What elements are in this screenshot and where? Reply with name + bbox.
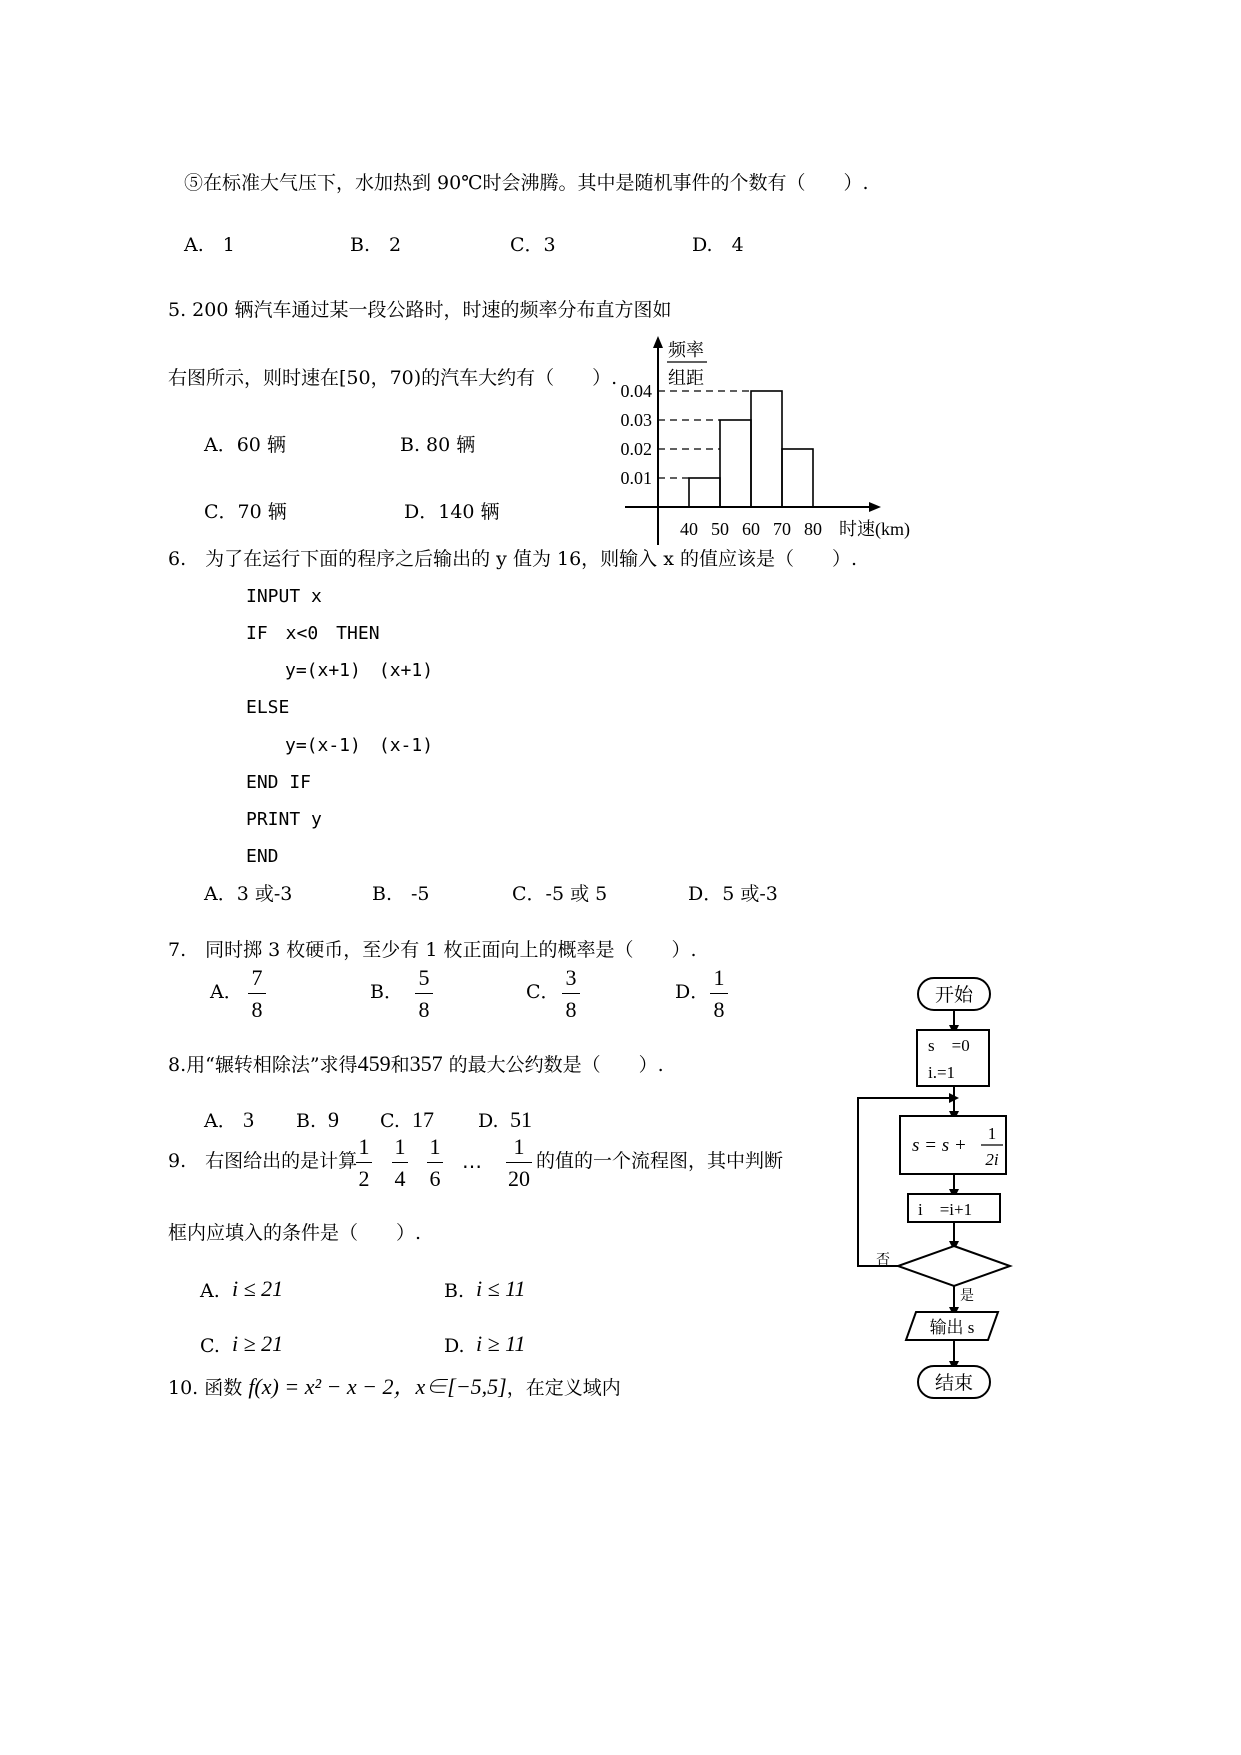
y-tick-label: 0.01 — [620, 468, 652, 488]
code-line-3: y=(x+1) (x+1) — [285, 660, 434, 681]
x-tick-label: 60 — [742, 519, 760, 539]
fraction-denominator: 4 — [394, 1166, 406, 1191]
code-line-7: PRINT y — [246, 809, 322, 830]
q9-fraction-4 — [506, 1136, 532, 1190]
x-axis-arrow — [869, 502, 881, 512]
q7-option-a-label: A． — [210, 981, 243, 1003]
q9-stem-end: 的值的一个流程图，其中判断 — [536, 1150, 784, 1172]
q8-option-c-label: C. — [380, 1110, 400, 1132]
histogram-bar — [689, 478, 720, 507]
x-tick-label: 80 — [804, 519, 822, 539]
q9-option-a-label: A. — [200, 1280, 220, 1302]
q8-stem — [168, 1053, 664, 1075]
q4-option-a: A. 1 — [184, 234, 235, 256]
q5-option-a: A．60 辆 — [204, 434, 286, 456]
q9-stem-start: 9. 右图给出的是计算 — [168, 1150, 358, 1172]
q4-option-c: C．3 — [510, 234, 556, 256]
fraction-numerator: 5 — [418, 965, 430, 990]
q9-option-b-value: i ≤ 11 — [476, 1276, 526, 1301]
q8-stem-end: 的最大公约数是（ ）. — [448, 1054, 664, 1076]
fraction-denominator: 2 — [358, 1166, 370, 1191]
q8-option-d-value: 51 — [510, 1107, 532, 1132]
q9-option-c-value: i ≥ 21 — [232, 1331, 284, 1356]
q8-option-d-label: D. — [478, 1110, 499, 1132]
q4-option-b: B. 2 — [350, 234, 402, 256]
q9-fraction-3 — [427, 1136, 443, 1190]
histogram-bar — [782, 449, 813, 507]
flow-increment-label: i =i+1 — [918, 1200, 973, 1219]
fraction-denominator: 6 — [429, 1166, 441, 1191]
fraction-numerator: 1 — [513, 1134, 525, 1159]
flow-sum-denominator: 2i — [985, 1150, 999, 1169]
flow-no-label: 否 — [876, 1253, 890, 1268]
q6-option-b: B. -5 — [372, 883, 430, 905]
q4-statement-5: ⑤在标准大气压下，水加热到 90℃时会沸腾。其中是随机事件的个数有（ ）. — [184, 172, 869, 194]
code-line-8: END — [246, 846, 279, 867]
x-tick-label: 70 — [773, 519, 791, 539]
q5-option-b: B. 80 辆 — [400, 434, 476, 456]
y-label-denominator: 组距 — [668, 368, 704, 388]
fraction-denominator: 8 — [418, 997, 430, 1022]
q9-option-a-value: i ≤ 21 — [232, 1276, 284, 1301]
fraction-denominator: 8 — [251, 997, 263, 1022]
code-line-2: IF x<0 THEN — [246, 623, 380, 644]
code-line-1: INPUT x — [246, 586, 322, 607]
flow-decision-diamond — [898, 1246, 1010, 1286]
q6-option-a: A．3 或-3 — [204, 883, 293, 905]
q8-option-c-value: 17 — [412, 1107, 434, 1132]
y-label-numerator: 频率 — [668, 340, 704, 360]
flow-end-label: 结束 — [934, 1373, 974, 1394]
flow-sum-lhs: s = s + — [912, 1135, 967, 1156]
code-line-6: END IF — [246, 772, 312, 793]
q5-option-d: D．140 辆 — [404, 501, 500, 523]
q10-stem — [168, 1376, 621, 1398]
q7-stem: 7. 同时掷 3 枚硬币，至少有 1 枚正面向上的概率是（ ）. — [168, 939, 697, 961]
q9-option-c-label: C. — [200, 1335, 220, 1357]
q9-fraction-1 — [356, 1136, 372, 1190]
fraction-numerator: 1 — [713, 965, 725, 990]
q5-stem-line2: 右图所示，则时速在[50，70)的汽车大约有（ ）. — [168, 367, 618, 389]
q9-option-b-label: B. — [444, 1280, 465, 1302]
histogram-bar — [751, 391, 782, 507]
q10-prefix: 10. 函数 — [168, 1377, 243, 1399]
q8-number-2: 357 — [409, 1051, 443, 1076]
q5-option-c: C．70 辆 — [204, 501, 287, 523]
flow-output-label: 输出 s — [929, 1318, 975, 1337]
fraction-numerator: 1 — [358, 1134, 370, 1159]
y-tick-label: 0.02 — [620, 439, 652, 459]
q8-number-1: 459 — [357, 1051, 391, 1076]
fraction-numerator: 1 — [394, 1134, 406, 1159]
q8-option-b-value: 9 — [328, 1107, 339, 1132]
fraction-denominator: 20 — [508, 1166, 530, 1191]
q9-option-d-value: i ≥ 11 — [476, 1331, 526, 1356]
flow-sum-numerator: 1 — [987, 1124, 997, 1143]
q7-option-b-fraction — [415, 967, 433, 1021]
x-axis-label: 时速(km) — [839, 519, 910, 539]
flowchart — [850, 970, 1040, 1410]
x-tick-label: 40 — [680, 519, 698, 539]
code-line-4: ELSE — [246, 697, 290, 718]
q8-option-b-label: B. — [296, 1110, 317, 1132]
q8-stem-start: 8.用“辗转相除法”求得 — [168, 1054, 358, 1076]
q9-fraction-2 — [392, 1136, 408, 1190]
flow-start-label: 开始 — [934, 985, 974, 1006]
histogram-bar — [720, 420, 751, 507]
q4-option-d: D. 4 — [692, 234, 744, 256]
fraction-numerator: 1 — [429, 1134, 441, 1159]
q8-stem-mid: 和 — [390, 1054, 410, 1076]
q5-stem-line1: 5. 200 辆汽车通过某一段公路时，时速的频率分布直方图如 — [168, 299, 672, 321]
q7-option-d-label: D． — [675, 981, 710, 1003]
y-tick-label: 0.03 — [620, 410, 652, 430]
fraction-numerator: 7 — [251, 965, 263, 990]
q9-option-d-label: D. — [444, 1335, 465, 1357]
fraction-denominator: 8 — [565, 997, 577, 1022]
q10-function: f(x) = x² − x − 2，x∈[−5,5] — [248, 1374, 507, 1399]
q7-option-c-label: C． — [526, 981, 560, 1003]
q9-stem-line2: 框内应填入的条件是（ ）. — [168, 1222, 422, 1244]
code-line-5: y=(x-1) (x-1) — [285, 735, 434, 756]
q6-option-c: C．-5 或 5 — [512, 883, 608, 905]
q7-option-c-fraction — [562, 967, 580, 1021]
q8-option-a-label: A． — [204, 1110, 237, 1132]
y-tick-label: 0.04 — [620, 381, 652, 401]
frequency-histogram — [615, 330, 925, 550]
q7-option-b-label: B． — [370, 981, 403, 1003]
q10-suffix: ，在定义域内 — [506, 1377, 621, 1399]
flow-init-i: i.=1 — [928, 1063, 956, 1082]
y-axis-arrow — [653, 336, 663, 348]
flow-yes-label: 是 — [960, 1289, 974, 1304]
fraction-numerator: 3 — [565, 965, 577, 990]
q8-option-a-value: 3 — [243, 1107, 254, 1132]
q7-option-a-fraction — [248, 967, 266, 1021]
q7-option-d-fraction — [710, 967, 728, 1021]
q6-stem: 6. 为了在运行下面的程序之后输出的 y 值为 16，则输入 x 的值应该是（ ）. — [168, 548, 857, 570]
fraction-denominator: 8 — [713, 997, 725, 1022]
flow-init-s: s =0 — [928, 1036, 970, 1055]
q6-option-d: D．5 或-3 — [688, 883, 778, 905]
q9-ellipsis: ⋯ — [462, 1154, 482, 1178]
x-tick-label: 50 — [711, 519, 729, 539]
